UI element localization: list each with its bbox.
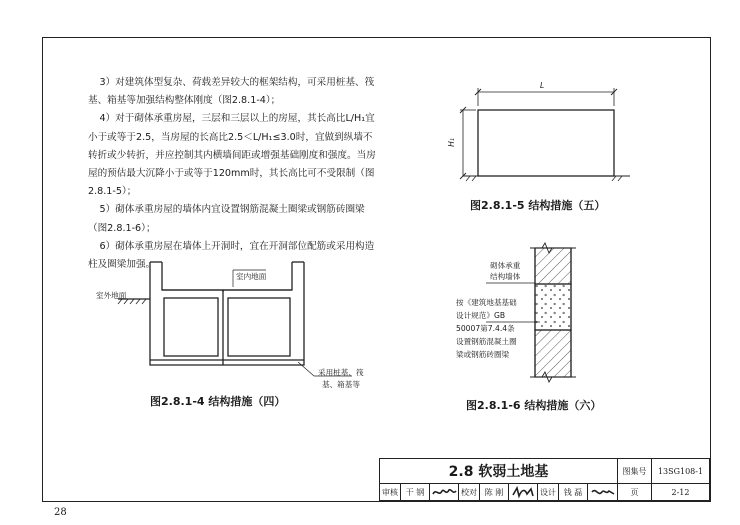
design-signature [587,483,618,501]
check-signature [508,483,538,501]
fig4-caption: 图2.8.1-4 结构措施（四） [150,395,286,408]
review-name: 干 钢 [400,483,430,501]
fig5-drawing [460,88,630,181]
fig4-label-pile-1: 采用桩基、筏 [318,368,364,377]
fig6-label-wall-1: 砌体承重 [490,261,521,270]
fig6-note-2: 设计规范》GB [456,311,506,320]
design-signature-mark [589,485,617,499]
paragraph-5: 5）砌体承重房屋的墙体内宜设置钢筋混凝土圈梁或钢筋砖圈梁（图2.8.1-6）； [88,204,365,234]
fig5-dim-L: L [540,81,545,90]
review-signature-mark [430,485,458,499]
page-label: 页 [617,483,652,501]
fig6-label-wall-2: 结构墙体 [490,272,521,281]
section-title: 2.8 软弱土地基 [379,458,618,484]
atlas-label: 图集号 [617,458,652,484]
paragraph-4: 4）对于砌体承重房屋，三层和三层以上的房屋，其长高比L/H₁宜小于或等于2.5，当房屋的长高比2.5＜L/H₁≤3.0时，宜做到纵墙不转折或少转折，并应控制其内横墙间距或增强基础刚度和强度。当房屋的预估最大沉降小于或等于120mm时，其长高比可不受限制（图2.8.1-5）； [88,113,376,198]
review-label: 审核 [379,483,401,501]
fig6-caption: 图2.8.1-6 结构措施（六） [466,399,602,412]
fig4-drawing [118,262,352,376]
fig4-label-outdoor: 室外地面 [96,291,127,300]
check-name: 陈 刚 [479,483,509,501]
fig5-caption: 图2.8.1-5 结构措施（五） [470,199,606,212]
fig6-note-1: 按《建筑地基基础 [456,298,517,307]
fig6-note-4: 设置钢筋混凝土圈 [456,337,517,346]
page-code: 2-12 [651,483,710,501]
design-name: 钱 磊 [558,483,588,501]
paragraph-3: 3）对建筑体型复杂、荷载差异较大的框架结构，可采用桩基、筏基、箱基等加强结构整体刚度（图2.8.1-4）； [88,77,375,107]
review-signature [429,483,459,501]
fig6-note-5: 梁或钢筋砖圈梁 [456,350,510,359]
paragraph-6: 6）砌体承重房屋在墙体上开洞时，宜在开洞部位配筋或采用构造柱及圈梁加强。 [88,240,375,271]
fig4-label-indoor: 室内地面 [236,272,267,281]
fig4-label-pile-2: 基、箱基等 [322,380,360,389]
design-label: 设计 [537,483,559,501]
page-number: 28 [54,507,67,518]
fig6-note-3: 50007第7.4.4条 [456,324,515,333]
atlas-number: 13SG108-1 [651,458,710,484]
check-signature-mark [509,485,537,499]
fig5-dim-H: H₁ [446,138,456,147]
check-label: 校对 [458,483,480,501]
